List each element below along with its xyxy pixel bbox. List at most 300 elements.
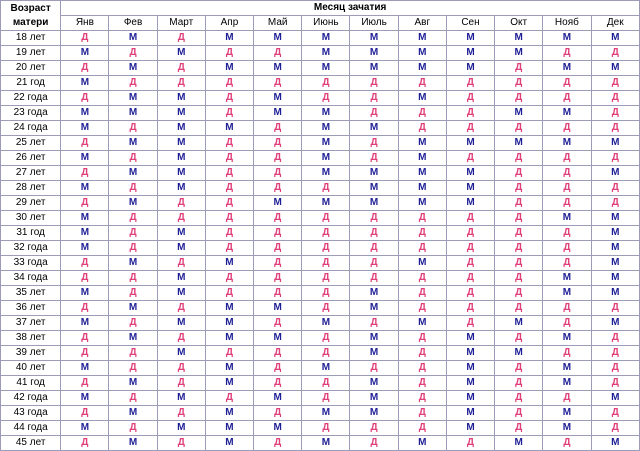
girl-cell: Д <box>350 271 398 286</box>
girl-cell: Д <box>302 331 350 346</box>
girl-cell: Д <box>157 256 205 271</box>
girl-cell: Д <box>157 331 205 346</box>
girl-cell: Д <box>254 286 302 301</box>
table-row <box>1 106 640 121</box>
girl-cell: Д <box>157 361 205 376</box>
girl-cell: Д <box>254 346 302 361</box>
boy-cell: М <box>350 286 398 301</box>
girl-cell: Д <box>350 151 398 166</box>
boy-cell: М <box>543 271 591 286</box>
girl-cell: Д <box>495 331 543 346</box>
boy-cell: М <box>254 91 302 106</box>
girl-cell: Д <box>205 46 253 61</box>
boy-cell: М <box>61 361 109 376</box>
girl-cell: Д <box>302 376 350 391</box>
boy-cell: М <box>205 436 253 451</box>
girl-cell: Д <box>302 226 350 241</box>
girl-cell: Д <box>495 121 543 136</box>
mother-age-cell: 40 лет <box>1 361 61 376</box>
girl-cell: Д <box>109 151 157 166</box>
girl-cell: Д <box>543 436 591 451</box>
boy-cell: М <box>495 316 543 331</box>
mother-age-header <box>1 1 61 31</box>
girl-cell: Д <box>205 106 253 121</box>
girl-cell: Д <box>350 436 398 451</box>
mother-age-cell: 21 год <box>1 76 61 91</box>
girl-cell: Д <box>398 121 446 136</box>
girl-cell: Д <box>109 76 157 91</box>
boy-cell: М <box>61 241 109 256</box>
boy-cell: М <box>350 46 398 61</box>
boy-cell: М <box>157 316 205 331</box>
girl-cell: Д <box>61 31 109 46</box>
mother-age-cell: 26 лет <box>1 151 61 166</box>
table-row <box>1 361 640 376</box>
month-header-10: Окт <box>495 16 543 31</box>
chart-body <box>1 31 640 451</box>
boy-cell: М <box>205 421 253 436</box>
boy-cell: М <box>109 196 157 211</box>
girl-cell: Д <box>157 301 205 316</box>
girl-cell: Д <box>350 421 398 436</box>
boy-cell: М <box>254 196 302 211</box>
boy-cell: М <box>350 166 398 181</box>
girl-cell: Д <box>61 271 109 286</box>
boy-cell: М <box>157 421 205 436</box>
table-row <box>1 151 640 166</box>
boy-cell: М <box>61 76 109 91</box>
mother-age-cell: 27 лет <box>1 166 61 181</box>
boy-cell: М <box>446 421 494 436</box>
boy-cell: М <box>398 91 446 106</box>
boy-cell: М <box>109 106 157 121</box>
boy-cell: М <box>398 181 446 196</box>
mother-age-header-line1: Возраст <box>10 2 51 14</box>
boy-cell: М <box>61 121 109 136</box>
month-header-1: Янв <box>61 16 109 31</box>
girl-cell: Д <box>157 61 205 76</box>
girl-cell: Д <box>591 91 640 106</box>
boy-cell: М <box>61 286 109 301</box>
mother-age-cell: 42 года <box>1 391 61 406</box>
boy-cell: М <box>591 136 640 151</box>
boy-cell: М <box>591 391 640 406</box>
boy-cell: М <box>205 316 253 331</box>
boy-cell: М <box>61 106 109 121</box>
girl-cell: Д <box>157 211 205 226</box>
boy-cell: М <box>61 46 109 61</box>
boy-cell: М <box>302 136 350 151</box>
girl-cell: Д <box>109 361 157 376</box>
boy-cell: М <box>543 286 591 301</box>
boy-cell: М <box>446 376 494 391</box>
boy-cell: М <box>543 106 591 121</box>
boy-cell: М <box>591 436 640 451</box>
boy-cell: М <box>302 151 350 166</box>
boy-cell: М <box>591 61 640 76</box>
girl-cell: Д <box>495 226 543 241</box>
girl-cell: Д <box>398 226 446 241</box>
boy-cell: М <box>205 361 253 376</box>
month-header-9: Сен <box>446 16 494 31</box>
boy-cell: М <box>109 256 157 271</box>
girl-cell: Д <box>61 406 109 421</box>
mother-age-cell: 22 года <box>1 91 61 106</box>
boy-cell: М <box>109 301 157 316</box>
boy-cell: М <box>157 106 205 121</box>
boy-cell: М <box>61 316 109 331</box>
table-row <box>1 226 640 241</box>
table-row <box>1 91 640 106</box>
boy-cell: М <box>302 121 350 136</box>
girl-cell: Д <box>446 91 494 106</box>
boy-cell: М <box>109 166 157 181</box>
girl-cell: Д <box>61 91 109 106</box>
girl-cell: Д <box>61 346 109 361</box>
boy-cell: М <box>302 61 350 76</box>
girl-cell: Д <box>254 271 302 286</box>
boy-cell: М <box>205 376 253 391</box>
boy-cell: М <box>157 151 205 166</box>
boy-cell: М <box>543 376 591 391</box>
month-header-7: Июль <box>350 16 398 31</box>
boy-cell: М <box>254 301 302 316</box>
boy-cell: М <box>61 391 109 406</box>
boy-cell: М <box>398 136 446 151</box>
table-row <box>1 136 640 151</box>
girl-cell: Д <box>157 436 205 451</box>
boy-cell: М <box>109 136 157 151</box>
boy-cell: М <box>398 166 446 181</box>
girl-cell: Д <box>302 256 350 271</box>
girl-cell: Д <box>543 346 591 361</box>
girl-cell: Д <box>254 76 302 91</box>
table-row <box>1 406 640 421</box>
conception-month-title: Месяц зачатия <box>61 1 640 16</box>
girl-cell: Д <box>157 76 205 91</box>
girl-cell: Д <box>109 121 157 136</box>
boy-cell: М <box>591 211 640 226</box>
month-header-5: Май <box>254 16 302 31</box>
month-header-12: Дек <box>591 16 640 31</box>
girl-cell: Д <box>109 286 157 301</box>
girl-cell: Д <box>205 136 253 151</box>
girl-cell: Д <box>543 76 591 91</box>
boy-cell: М <box>446 346 494 361</box>
boy-cell: М <box>302 316 350 331</box>
girl-cell: Д <box>254 406 302 421</box>
boy-cell: М <box>350 376 398 391</box>
girl-cell: Д <box>446 76 494 91</box>
table-row <box>1 46 640 61</box>
mother-age-cell: 18 лет <box>1 31 61 46</box>
mother-age-cell: 39 лет <box>1 346 61 361</box>
boy-cell: М <box>109 376 157 391</box>
girl-cell: Д <box>61 136 109 151</box>
girl-cell: Д <box>495 61 543 76</box>
table-row <box>1 271 640 286</box>
boy-cell: М <box>398 256 446 271</box>
girl-cell: Д <box>495 256 543 271</box>
girl-cell: Д <box>543 166 591 181</box>
girl-cell: Д <box>495 271 543 286</box>
girl-cell: Д <box>254 436 302 451</box>
mother-age-cell: 33 года <box>1 256 61 271</box>
boy-cell: М <box>157 46 205 61</box>
table-row <box>1 436 640 451</box>
girl-cell: Д <box>543 121 591 136</box>
table-row <box>1 331 640 346</box>
boy-cell: М <box>109 61 157 76</box>
boy-cell: М <box>591 271 640 286</box>
girl-cell: Д <box>61 166 109 181</box>
girl-cell: Д <box>109 181 157 196</box>
boy-cell: М <box>109 91 157 106</box>
girl-cell: Д <box>157 31 205 46</box>
mother-age-cell: 29 лет <box>1 196 61 211</box>
girl-cell: Д <box>591 46 640 61</box>
boy-cell: М <box>157 166 205 181</box>
mother-age-cell: 44 года <box>1 421 61 436</box>
girl-cell: Д <box>591 181 640 196</box>
boy-cell: М <box>109 31 157 46</box>
girl-cell: Д <box>302 391 350 406</box>
boy-cell: М <box>350 301 398 316</box>
boy-cell: М <box>591 241 640 256</box>
girl-cell: Д <box>254 166 302 181</box>
girl-cell: Д <box>591 301 640 316</box>
mother-age-cell: 41 год <box>1 376 61 391</box>
girl-cell: Д <box>109 271 157 286</box>
girl-cell: Д <box>61 61 109 76</box>
girl-cell: Д <box>254 181 302 196</box>
boy-cell: М <box>302 46 350 61</box>
girl-cell: Д <box>254 136 302 151</box>
girl-cell: Д <box>398 331 446 346</box>
mother-age-cell: 24 года <box>1 121 61 136</box>
boy-cell: М <box>495 106 543 121</box>
boy-cell: М <box>302 196 350 211</box>
mother-age-cell: 36 лет <box>1 301 61 316</box>
boy-cell: М <box>61 421 109 436</box>
girl-cell: Д <box>591 106 640 121</box>
girl-cell: Д <box>398 301 446 316</box>
boy-cell: М <box>446 166 494 181</box>
boy-cell: М <box>205 61 253 76</box>
boy-cell: М <box>302 31 350 46</box>
boy-cell: М <box>157 271 205 286</box>
boy-cell: М <box>157 346 205 361</box>
girl-cell: Д <box>446 106 494 121</box>
boy-cell: М <box>302 406 350 421</box>
girl-cell: Д <box>543 226 591 241</box>
table-row <box>1 61 640 76</box>
boy-cell: М <box>446 61 494 76</box>
girl-cell: Д <box>543 91 591 106</box>
girl-cell: Д <box>543 301 591 316</box>
girl-cell: Д <box>302 421 350 436</box>
boy-cell: М <box>157 286 205 301</box>
header-row <box>1 1 640 16</box>
mother-age-cell: 19 лет <box>1 46 61 61</box>
mother-age-cell: 34 года <box>1 271 61 286</box>
girl-cell: Д <box>205 226 253 241</box>
mother-age-cell: 43 года <box>1 406 61 421</box>
boy-cell: М <box>157 91 205 106</box>
boy-cell: М <box>350 196 398 211</box>
girl-cell: Д <box>254 226 302 241</box>
girl-cell: Д <box>398 271 446 286</box>
girl-cell: Д <box>205 211 253 226</box>
boy-cell: М <box>61 181 109 196</box>
table-row <box>1 121 640 136</box>
boy-cell: М <box>254 106 302 121</box>
girl-cell: Д <box>109 211 157 226</box>
girl-cell: Д <box>205 346 253 361</box>
boy-cell: М <box>109 331 157 346</box>
girl-cell: Д <box>495 391 543 406</box>
girl-cell: Д <box>495 91 543 106</box>
girl-cell: Д <box>398 106 446 121</box>
girl-cell: Д <box>398 286 446 301</box>
boy-cell: М <box>254 331 302 346</box>
girl-cell: Д <box>350 106 398 121</box>
girl-cell: Д <box>495 301 543 316</box>
mother-age-cell: 35 лет <box>1 286 61 301</box>
boy-cell: М <box>302 106 350 121</box>
boy-cell: М <box>495 136 543 151</box>
boy-cell: М <box>350 391 398 406</box>
month-header-3: Март <box>157 16 205 31</box>
girl-cell: Д <box>109 421 157 436</box>
girl-cell: Д <box>254 256 302 271</box>
boy-cell: М <box>254 391 302 406</box>
girl-cell: Д <box>157 196 205 211</box>
girl-cell: Д <box>205 151 253 166</box>
girl-cell: Д <box>543 181 591 196</box>
girl-cell: Д <box>205 391 253 406</box>
boy-cell: М <box>543 61 591 76</box>
girl-cell: Д <box>398 376 446 391</box>
girl-cell: Д <box>205 76 253 91</box>
girl-cell: Д <box>61 436 109 451</box>
girl-cell: Д <box>591 361 640 376</box>
girl-cell: Д <box>591 76 640 91</box>
girl-cell: Д <box>543 46 591 61</box>
girl-cell: Д <box>398 391 446 406</box>
boy-cell: М <box>61 151 109 166</box>
boy-cell: М <box>350 181 398 196</box>
girl-cell: Д <box>543 241 591 256</box>
girl-cell: Д <box>205 286 253 301</box>
girl-cell: Д <box>446 121 494 136</box>
boy-cell: М <box>350 121 398 136</box>
girl-cell: Д <box>398 406 446 421</box>
girl-cell: Д <box>591 376 640 391</box>
girl-cell: Д <box>495 376 543 391</box>
girl-cell: Д <box>591 196 640 211</box>
girl-cell: Д <box>302 271 350 286</box>
girl-cell: Д <box>591 331 640 346</box>
girl-cell: Д <box>109 316 157 331</box>
boy-cell: М <box>254 421 302 436</box>
table-row <box>1 316 640 331</box>
mother-age-cell: 20 лет <box>1 61 61 76</box>
table-row <box>1 256 640 271</box>
girl-cell: Д <box>591 151 640 166</box>
girl-cell: Д <box>398 346 446 361</box>
girl-cell: Д <box>109 391 157 406</box>
boy-cell: М <box>495 346 543 361</box>
girl-cell: Д <box>446 271 494 286</box>
girl-cell: Д <box>61 256 109 271</box>
boy-cell: М <box>591 31 640 46</box>
boy-cell: М <box>350 331 398 346</box>
boy-cell: М <box>446 181 494 196</box>
mother-age-cell: 31 год <box>1 226 61 241</box>
girl-cell: Д <box>446 316 494 331</box>
boy-cell: М <box>157 136 205 151</box>
boy-cell: М <box>543 406 591 421</box>
table-row <box>1 211 640 226</box>
table-row <box>1 181 640 196</box>
girl-cell: Д <box>495 421 543 436</box>
table-row <box>1 301 640 316</box>
girl-cell: Д <box>205 271 253 286</box>
girl-cell: Д <box>398 421 446 436</box>
girl-cell: Д <box>495 406 543 421</box>
girl-cell: Д <box>398 211 446 226</box>
boy-cell: М <box>446 196 494 211</box>
girl-cell: Д <box>254 121 302 136</box>
boy-cell: М <box>398 316 446 331</box>
boy-cell: М <box>446 136 494 151</box>
girl-cell: Д <box>205 91 253 106</box>
girl-cell: Д <box>446 226 494 241</box>
girl-cell: Д <box>495 151 543 166</box>
boy-cell: М <box>205 331 253 346</box>
girl-cell: Д <box>205 196 253 211</box>
girl-cell: Д <box>446 301 494 316</box>
mother-age-cell: 25 лет <box>1 136 61 151</box>
girl-cell: Д <box>350 361 398 376</box>
girl-cell: Д <box>109 346 157 361</box>
table-row <box>1 376 640 391</box>
boy-cell: М <box>446 391 494 406</box>
girl-cell: Д <box>543 256 591 271</box>
girl-cell: Д <box>109 226 157 241</box>
girl-cell: Д <box>61 331 109 346</box>
girl-cell: Д <box>446 241 494 256</box>
girl-cell: Д <box>446 151 494 166</box>
boy-cell: М <box>543 421 591 436</box>
boy-cell: М <box>61 226 109 241</box>
boy-cell: М <box>350 406 398 421</box>
boy-cell: М <box>398 196 446 211</box>
boy-cell: М <box>254 61 302 76</box>
boy-cell: М <box>495 31 543 46</box>
girl-cell: Д <box>350 241 398 256</box>
girl-cell: Д <box>591 346 640 361</box>
boy-cell: М <box>495 46 543 61</box>
girl-cell: Д <box>350 211 398 226</box>
girl-cell: Д <box>254 361 302 376</box>
table-row <box>1 76 640 91</box>
table-row <box>1 31 640 46</box>
girl-cell: Д <box>302 91 350 106</box>
boy-cell: М <box>591 166 640 181</box>
girl-cell: Д <box>495 181 543 196</box>
